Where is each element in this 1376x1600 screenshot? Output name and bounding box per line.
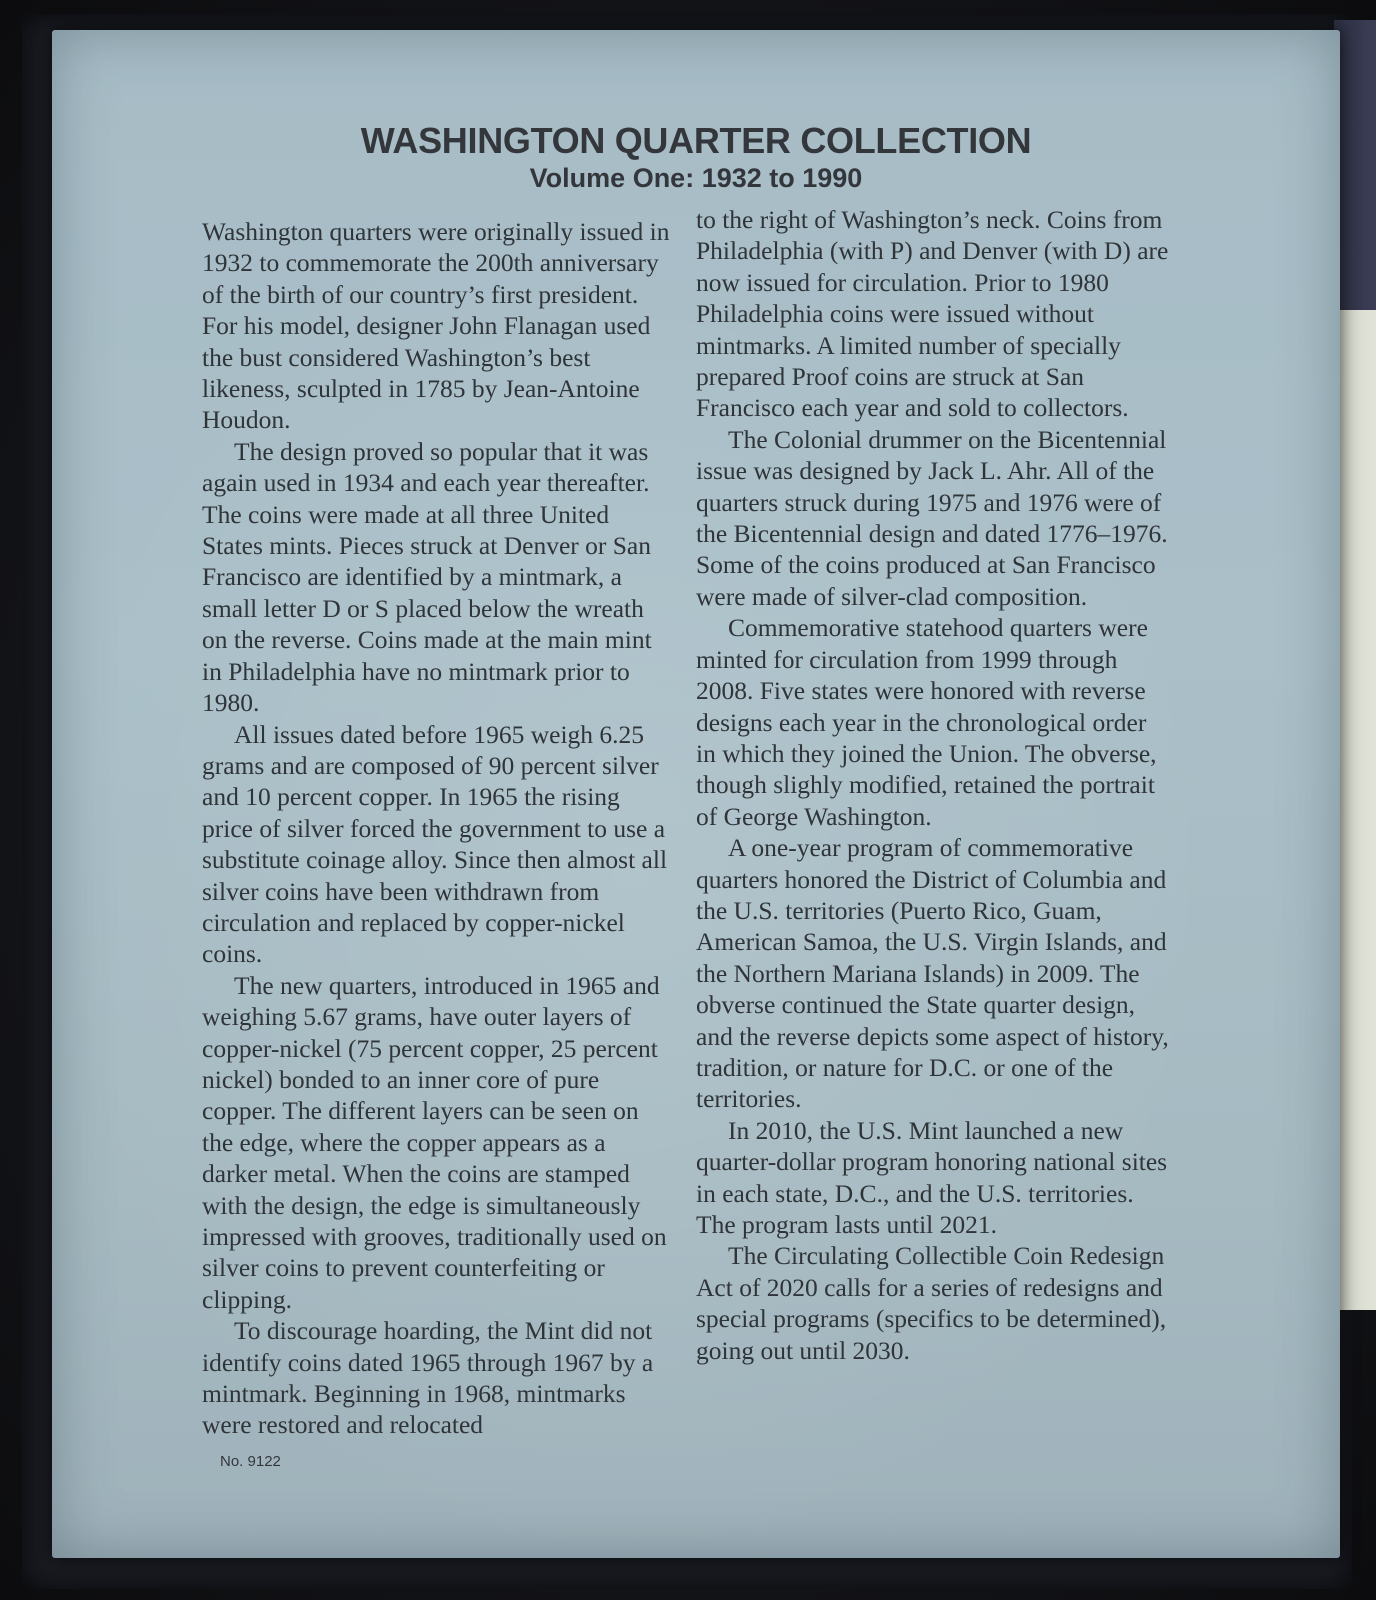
page-title: WASHINGTON QUARTER COLLECTION — [360, 120, 1032, 161]
paragraph: A one-year program of commemorative quarters honored the District of Columbia and the U.S. territories (Puerto Rico, Guam, American Samoa, the U.S. Virgin Islands, and the Northern Mariana Islands) in 2009. The obverse continued the State quarter design, and the reverse depicts some aspect of history, tradition, or nature for D.C. or one of the territories. — [696, 833, 1169, 1114]
adjacent-page-edge — [1334, 310, 1376, 1310]
catalog-number: No. 9122 — [220, 1453, 281, 1470]
left-text-column — [202, 216, 672, 1441]
album-page — [52, 30, 1340, 1558]
paragraph: The Colonial drummer on the Bicentennial issue was designed by Jack L. Ahr. All of the quarters struck during 1975 and 1976 were of the Bicentennial design and dated 1776–1976. Some of the coins produced at San Francisco were made of silver-clad composition. — [696, 424, 1168, 611]
paragraph: Commemorative statehood quarters were minted for circulation from 1999 through 2008. Five states were honored with reverse designs each year in the chronological order in which they joined the Union. The obverse, though slighly modified, retained the portrait of George Washington. — [696, 613, 1157, 831]
paragraph: Washington quarters were originally issued in 1932 to commemorate the 200th anniversary of the birth of our country’s first president. For his model, designer John Flanagan used the bust considered Washington’s best likeness, sculpted in 1785 by Jean-Antoine Houdon. — [202, 217, 670, 435]
binder-spine-edge — [1334, 20, 1376, 310]
paragraph: To discourage hoarding, the Mint did not identify coins dated 1965 through 1967 by a mintmark. Beginning in 1968, mintmarks were restored and relocated — [202, 1316, 654, 1440]
paragraph: to the right of Washington’s neck. Coins from Philadelphia (with P) and Denver (with D) are now issued for circulation. Prior to 1980 Philadelphia coins were issued without mintmarks. A limited number of specially prepared Proof coins are struck at San Francisco each year and sold to collectors. — [696, 205, 1169, 423]
page-subtitle: Volume One: 1932 to 1990 — [529, 163, 863, 193]
paragraph: The Circulating Collectible Coin Redesign Act of 2020 calls for a series of redesigns and special programs (specifics to be determined), going out until 2030. — [696, 1241, 1167, 1365]
right-text-column — [696, 204, 1171, 1366]
paragraph: The new quarters, introduced in 1965 and weighing 5.67 grams, have outer layers of copper-nickel (75 percent copper, 25 percent nickel) bonded to an inner core of pure copper. The different layers can be seen on the edge, where the copper appears as a darker metal. When the coins are stamped with the design, the edge is simultaneously impressed with grooves, traditionally used on silver coins to prevent counterfeiting or clipping. — [202, 970, 667, 1314]
paragraph: In 2010, the U.S. Mint launched a new quarter-dollar program honoring national sites in each state, D.C., and the U.S. territories. The program lasts until 2021. — [696, 1115, 1168, 1239]
paragraph: The design proved so popular that it was again used in 1934 and each year thereafter. The coins were made at all three United States mints. Pieces struck at Denver or San Francisco are identified by a mintmark, a small letter D or S placed below the wreath on the reverse. Coins made at the main mint in Philadelphia have no mintmark prior to 1980. — [202, 436, 652, 718]
paragraph: All issues dated before 1965 weigh 6.25 grams and are composed of 90 percent silver and 10 percent copper. In 1965 the rising price of silver forced the government to use a substitute coinage alloy. Since then almost all silver coins have been withdrawn from circulation and replaced by copper-nickel coins. — [202, 719, 668, 969]
